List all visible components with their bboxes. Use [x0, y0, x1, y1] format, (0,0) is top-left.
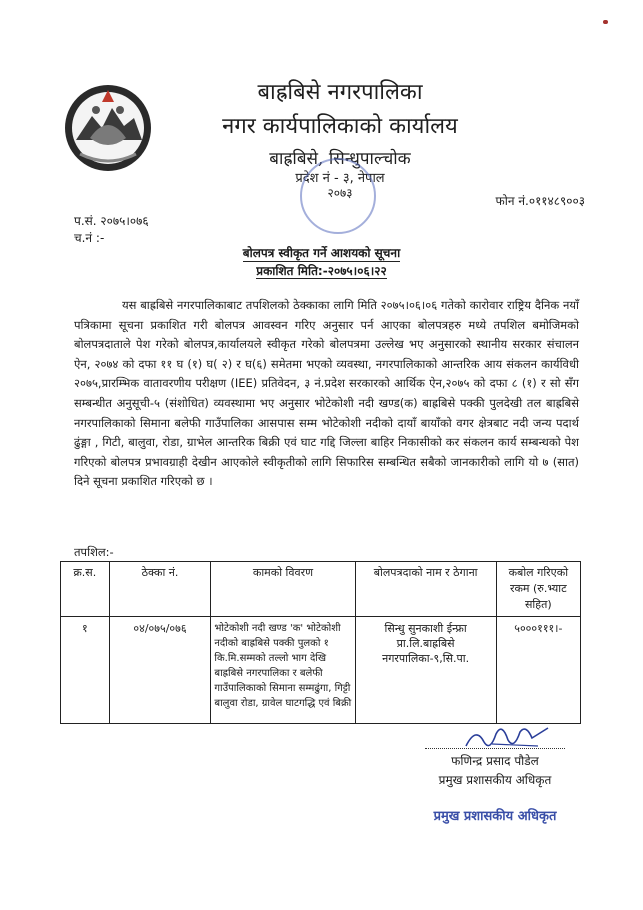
- signature-icon: [462, 716, 552, 756]
- cell-description: भोटेकोशी नदी खण्ड 'क' भोटेकोशी नदीको बाह्रबिसे पक्की पुलको १ कि.मि.सम्मको तल्लो भाग देखि बाह्रबिसे नगरपालिका र बलेफी गाउँपालिकाको सिमाना सम्मढुंगा, गिट्टी बालुवा रोडा, ग्रावेल घाटगद्धि एवं बिक्री: [211, 617, 355, 724]
- province: प्रदेश नं - ३, नेपाल: [295, 171, 385, 186]
- details-label: तपशिल:-: [74, 545, 114, 559]
- dispatch-number: च.नं :-: [74, 231, 105, 245]
- municipality-name: बाह्रबिसे नगरपालिका: [257, 80, 423, 105]
- header-amount: कबोल गरिएको रकम (रु.भ्याट सहित): [496, 562, 580, 617]
- notice-subject-text: बोलपत्र स्वीकृत गर्ने आशयको सूचना: [242, 246, 401, 260]
- signatory-designation: प्रमुख प्रशासकीय अधिकृत: [438, 773, 552, 787]
- designation-stamp: प्रमुख प्रशासकीय अधिकृत: [433, 809, 557, 824]
- cell-contract-no: ०४/०७५/०७६: [109, 617, 211, 724]
- header-contract-no: ठेक्का नं.: [109, 562, 211, 617]
- office-seal-icon: [300, 158, 376, 234]
- cell-bidder: सिन्धु सुनकाशी ईन्फ्रा प्रा.लि.बाह्रबिसे नगरपालिका-९,सि.पा.: [355, 617, 496, 724]
- header-sn: क्र.स.: [61, 562, 110, 617]
- office-name: नगर कार्यपालिकाको कार्यालय: [222, 114, 458, 139]
- phone-number: फोन नं.०११४८९००३: [495, 194, 585, 208]
- ink-mark: [603, 20, 608, 24]
- signatory-name: फणिन्द्र प्रसाद पौडेल: [451, 754, 539, 768]
- cell-amount: ५०००१११।-: [496, 617, 580, 724]
- published-date-text: प्रकाशित मिति:-२०७५।०६।२२: [256, 264, 387, 278]
- bid-table: [60, 561, 581, 724]
- established-year: २०७३: [327, 186, 353, 200]
- signature-line: [425, 748, 565, 749]
- header-description: कामको विवरण: [211, 562, 355, 617]
- table-row: [61, 617, 581, 724]
- table-header-row: [61, 562, 581, 617]
- notice-subject: [0, 244, 643, 261]
- cell-sn: १: [61, 617, 110, 724]
- published-date: [0, 262, 643, 279]
- header-bidder: बोलपत्रदाको नाम र ठेगाना: [355, 562, 496, 617]
- office-address: बाह्रबिसे, सिन्धुपाल्चोक: [269, 149, 411, 169]
- notice-body: यस बाह्रबिसे नगरपालिकाबाट तपशिलको ठेक्काका लागि मिति २०७५।०६।०६ गतेको कारोवार राष्ट्रिय दैनिक नयाँ पत्रिकामा सूचना प्रकाशित गरी बोलपत्र आवस्वन गरिए अनुसार पर्न आएका बोलपत्रहरु मध्ये तपशिल बमोजिमको बोलपत्रदाताले पेश गरेको बोलपत्र,कार्यालयले स्वीकृत गरेको बोलपत्रमा उल्लेख भए अनुसारको स्थानीय सरकार संचालन ऐन, २०७४ को दफा ११ घ (१) घ( २) र घ(६) समेतमा भएको व्यवस्था, नगरपालिकाको आन्तरिक आय संकलन कार्यविधी २०७५,प्रारम्भिक वातावरणीय परीक्षण (IEE) प्रतिवेदन, ३ नं.प्रदेश सरकारको आर्थिक ऐन,२०७५ को दफा ८ (१) र सो सँग सम्बन्धीत अनुसूची-५ (संशोधित) व्यवस्थामा भए अनुसार भोटेकोशी नदी खण्ड(क) बाह्रबिसे पक्की पुलदेखी तल बाह्रबिसे नगरपालिकाको सिमाना बलेफी गाउँपालिका आसपास सम्म भोटेकोशी नदीको दायाँ बायाँको वगर क्षेत्रबाट नदी जन्य पदार्थ ढुंङ्गा , गिटी, बालुवा, रोडा, ग्राभेल आन्तरिक बिक्री एवं घाट गद्दि जिल्ला बाहिर निकासीको कर संकलन कार्य सम्बन्धको पेश गरिएको बोलपत्र प्रभावग्राही देखीन आएकोले स्वीकृतीको लागि सिफारिस सम्बन्धित सबैको जानकारीको लागि यो ७ (सात) दिने सूचना प्रकाशित गरिएको छ ।: [74, 298, 579, 489]
- nepal-government-emblem-icon: [62, 82, 154, 174]
- letter-number: प.सं. २०७५।०७६: [74, 214, 149, 228]
